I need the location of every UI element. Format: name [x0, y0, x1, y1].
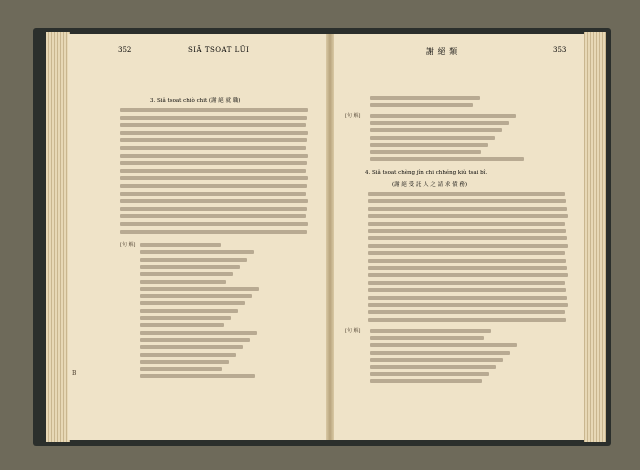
right-text-line: [370, 136, 495, 140]
right-text-line: [370, 150, 481, 154]
left-text-line: [140, 243, 221, 247]
left-text-line: [120, 222, 308, 226]
left-text-line: [140, 265, 240, 269]
right-text-line: [368, 207, 567, 211]
book-gutter: [326, 34, 334, 440]
right-section-subtitle: (謝 絕 受 託 人 之 請 求 債 務): [392, 182, 468, 188]
left-text-line: [140, 345, 243, 349]
right-text-line: [368, 236, 567, 240]
right-text-line: [368, 214, 568, 218]
left-text-line: [120, 176, 308, 180]
left-text-line: [140, 374, 255, 378]
right-text-line: [370, 114, 516, 118]
left-section-title: 3. Siâ tsoat chiò chit (謝 絕 就 職): [150, 98, 241, 104]
right-text-line: [368, 310, 565, 314]
right-text-line: [370, 103, 473, 107]
left-text-line: [120, 131, 308, 135]
right-text-line: [370, 96, 480, 100]
left-text-line: [120, 123, 306, 127]
left-text-line: [140, 367, 222, 371]
right-page-number: 353: [553, 46, 567, 54]
right-text-line: [368, 266, 567, 270]
right-text-line: [368, 281, 565, 285]
left-text-line: [120, 230, 307, 234]
left-text-line: [120, 184, 307, 188]
left-text-line: [120, 169, 306, 173]
right-text-line: [370, 358, 503, 362]
left-text-line: [120, 116, 307, 120]
left-text-line: [140, 316, 231, 320]
right-text-line: [370, 128, 502, 132]
right-text-line: [368, 303, 568, 307]
right-text-line: [368, 259, 566, 263]
left-page-edges: [46, 32, 70, 442]
right-text-line: [370, 372, 489, 376]
right-text-line: [370, 351, 510, 355]
right-page-edges: [584, 32, 606, 442]
left-text-line: [140, 280, 226, 284]
left-notes-label: [句 解]: [120, 242, 136, 248]
left-text-line: [140, 258, 247, 262]
right-text-line: [368, 251, 565, 255]
left-text-line: [140, 250, 254, 254]
left-text-line: [120, 138, 307, 142]
right-text-line: [368, 192, 565, 196]
right-running-head: 謝 絕 類: [426, 47, 458, 56]
left-text-line: [120, 108, 308, 112]
left-text-line: [120, 146, 306, 150]
left-text-line: [140, 287, 259, 291]
right-text-line: [368, 318, 566, 322]
right-text-line: [370, 343, 517, 347]
right-section-title: 4. Siâ tsoat chèng jîn chi chhéng kiù tsai bî.: [365, 170, 488, 176]
left-text-line: [140, 353, 236, 357]
left-page: [68, 34, 328, 440]
right-notes-label-top: [句 解]: [345, 113, 361, 119]
left-text-line: [120, 192, 306, 196]
right-text-line: [368, 273, 568, 277]
right-text-line: [370, 121, 509, 125]
left-text-line: [140, 331, 257, 335]
right-text-line: [370, 336, 484, 340]
left-page-number: 352: [118, 46, 132, 54]
left-text-line: [120, 161, 307, 165]
left-margin-mark: B: [72, 370, 77, 377]
right-text-line: [370, 157, 524, 161]
left-text-line: [120, 199, 308, 203]
left-text-line: [120, 154, 308, 158]
right-text-line: [368, 288, 566, 292]
right-text-line: [368, 222, 565, 226]
right-text-line: [370, 379, 482, 383]
left-text-line: [140, 294, 252, 298]
right-text-line: [368, 199, 566, 203]
left-text-line: [140, 323, 224, 327]
left-text-line: [140, 309, 238, 313]
left-text-line: [140, 301, 245, 305]
right-text-line: [368, 296, 567, 300]
right-text-line: [368, 244, 568, 248]
left-text-line: [120, 207, 307, 211]
right-text-line: [370, 365, 496, 369]
left-text-line: [140, 272, 233, 276]
right-text-line: [370, 143, 488, 147]
left-text-line: [140, 338, 250, 342]
right-text-line: [370, 329, 491, 333]
left-running-head: SIÃ TSOAT LŨI: [188, 46, 250, 54]
left-text-line: [140, 360, 229, 364]
left-text-line: [120, 214, 306, 218]
right-text-line: [368, 229, 566, 233]
right-notes-label-bottom: [句 解]: [345, 328, 361, 334]
